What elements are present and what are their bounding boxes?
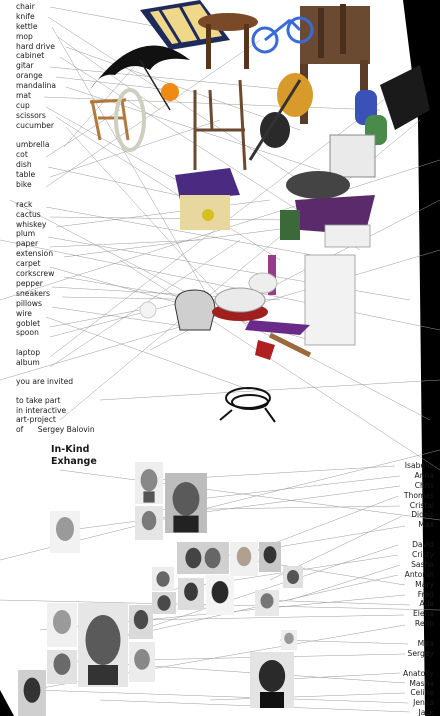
portrait-12 (255, 590, 279, 616)
orange-illustration (161, 83, 179, 101)
object-list-item: orange (16, 71, 43, 81)
object-list-spacer (16, 338, 56, 348)
portrait-21 (281, 630, 297, 650)
object-list-item: wire (16, 308, 32, 318)
object-list-item: mat (16, 91, 32, 101)
portrait-15 (78, 603, 128, 687)
hard-drive-illustration (330, 135, 375, 177)
participants-list (403, 461, 434, 716)
object-list-item: mandalina (16, 81, 57, 91)
participant-item: Thomas (403, 490, 434, 500)
invite-line: you are invited (16, 377, 74, 386)
mop-illustration (270, 335, 310, 355)
object-list-item: paper (16, 239, 39, 249)
object-list-item: mop (16, 31, 33, 41)
object-list-item: sneakers (16, 288, 50, 298)
participant-item: Jack (418, 708, 434, 716)
participant-item: Antonin (404, 569, 434, 579)
object-list-item: gitar (16, 61, 34, 71)
participant-spacer (403, 659, 434, 669)
chair-mid-illustration (195, 80, 245, 170)
participant-item: Isabelle (404, 461, 434, 470)
invite-detail-line: in interactive (16, 405, 67, 415)
object-list-item: chair (16, 2, 35, 11)
participant-spacer (403, 629, 434, 639)
portrait-1 (135, 462, 163, 504)
black-corner-bottom-left (0, 690, 14, 716)
object-list-item: table (16, 170, 36, 180)
object-list-item: cot (16, 150, 28, 160)
cucumber-illustration (255, 340, 275, 360)
portrait-2 (165, 473, 207, 533)
object-list-item: dish (16, 160, 32, 170)
object-list-item: extension (16, 249, 54, 259)
invite-detail-line: to take part (16, 396, 61, 405)
object-list-item: bike (16, 180, 32, 190)
object-list-item: kettle (16, 21, 38, 31)
participant-item: Sasha (411, 559, 434, 569)
cabinet-illustration (305, 255, 355, 345)
table-illustration (198, 13, 258, 69)
participant-item: Cristal (409, 500, 434, 510)
invite-detail-line: of Sergey Balovin (16, 424, 95, 434)
cactus-illustration (280, 210, 300, 240)
participant-item: Didsis (411, 510, 434, 520)
object-list-item: pepper (16, 278, 43, 288)
object-list-item: plum (16, 229, 36, 239)
object-list-item: album (16, 358, 40, 368)
participant-item: David (412, 540, 434, 550)
participant-item: Anna (414, 470, 434, 480)
lemon-illustration (202, 209, 214, 221)
portrait-11 (206, 575, 234, 615)
object-list-item: cucumber (16, 120, 54, 130)
participant-item: Mira (417, 639, 434, 649)
participant-item: Cristy (412, 550, 434, 560)
object-list-item: carpet (16, 259, 41, 269)
participant-spacer (403, 530, 434, 540)
object-list-item: spoon (16, 328, 39, 338)
object-list-spacer (16, 190, 56, 200)
portrait-19 (18, 670, 46, 716)
plate-illustration (215, 288, 265, 312)
object-list-item: scissors (16, 110, 46, 120)
project-title (51, 444, 97, 468)
participant-item: Mary (415, 579, 434, 589)
project-title-line: In-Kind (51, 444, 90, 455)
object-list-item: goblet (16, 318, 41, 328)
kettle-illustration (175, 290, 215, 330)
extension-cord-illustration (325, 225, 370, 247)
portrait-16 (129, 605, 153, 639)
participant-item: Ada (419, 599, 434, 609)
scissors-illustration (245, 320, 310, 335)
object-list-item: hard drive (16, 41, 55, 51)
stool-illustration (90, 100, 128, 140)
participant-item: Anatoliy (403, 668, 434, 678)
project-title-line: Exhange (51, 456, 97, 467)
portrait-20 (250, 652, 294, 708)
object-list-item: pillows (16, 298, 42, 308)
invite-detail-line: art-project (16, 415, 56, 425)
participant-item: Elena (412, 609, 434, 619)
portrait-10 (178, 578, 204, 610)
object-collage (90, 0, 430, 422)
coil-wire-illustration (116, 90, 144, 150)
object-list-item: corkscrew (16, 269, 55, 279)
participant-item: Max (418, 520, 434, 530)
object-list-item: rack (16, 199, 33, 209)
participant-item: Celine (410, 688, 434, 698)
portrait-9 (152, 567, 174, 591)
object-list-item: cup (16, 100, 30, 110)
participant-item: Fred (417, 589, 434, 599)
object-list-item: cactus (16, 209, 41, 219)
participant-item: Masha (409, 678, 434, 688)
participant-item: Chris (414, 480, 434, 490)
portrait-8 (283, 566, 303, 588)
objects-list (16, 2, 56, 368)
object-list-item: umbrella (16, 140, 50, 150)
object-list-spacer (16, 131, 56, 141)
portrait-13 (152, 592, 176, 614)
participant-item: Jenya (413, 698, 434, 708)
object-list-item: laptop (16, 348, 41, 358)
portrait-17 (47, 650, 77, 684)
object-list-item: cabinet (16, 51, 45, 61)
portrait-7 (259, 542, 281, 572)
portrait-5 (177, 542, 229, 574)
portrait-3 (135, 506, 163, 540)
object-list-item: knife (16, 11, 35, 21)
portrait-6 (230, 542, 258, 576)
portrait-18 (129, 642, 155, 682)
portrait-4 (50, 511, 80, 553)
portrait-14 (47, 603, 77, 647)
object-list-item: whiskey (16, 219, 47, 229)
participant-item: Sergey (407, 648, 434, 658)
invite-details (16, 396, 95, 434)
funnel-illustration (140, 302, 156, 318)
cable-bundle-illustration (220, 388, 275, 422)
participant-item: Reno (414, 619, 434, 629)
pan-illustration (286, 171, 350, 199)
